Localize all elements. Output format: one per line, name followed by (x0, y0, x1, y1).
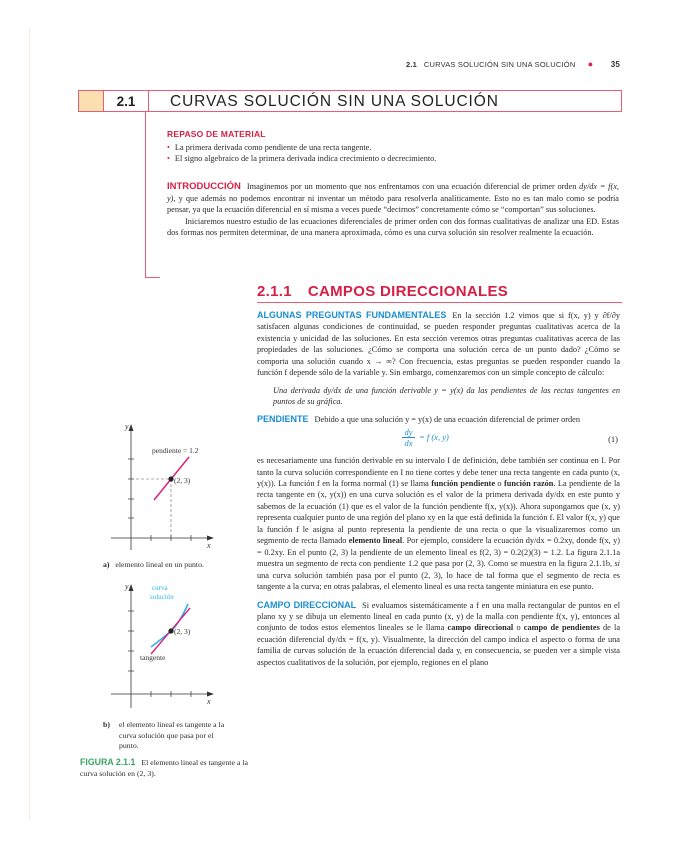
equation-body: $\frac{dy}{dx}$ = f (x, y) (402, 427, 449, 448)
slope-intro: PENDIENTE Debido a que una solución y = y(x) de una ecuación diferencial de primer orden (257, 413, 580, 424)
equation-1 (257, 427, 620, 453)
equation-number: (1) (608, 434, 618, 445)
section-color-tab (79, 91, 104, 111)
figure-caption-lead: FIGURA 2.1.1 (80, 757, 136, 767)
svg-text:solución: solución (150, 593, 174, 601)
figure-caption (80, 757, 250, 779)
running-head (330, 59, 620, 69)
figure-2-1-1a (85, 400, 245, 560)
svg-text:(2, 3): (2, 3) (174, 476, 191, 485)
section-title: CURVAS SOLUCIÓN SIN UNA SOLUCIÓN (170, 93, 499, 110)
review-bracket (145, 111, 160, 278)
subsection-title (257, 283, 622, 303)
intro-lead: INTRODUCCIÓN (167, 181, 241, 192)
direction-field-paragraph: CAMPO DIRECCIONAL Si evaluamos sistemáticamente a f en una malla rectangular de puntos en el plano xy y se dibuja un elemento lineal en cada punto (x, y) de la malla con pendiente f(x, y), entonces al conjunto de todos estos elementos lineales se le llama campo direccional o campo de pendientes de la ecuación diferencial dy/dx = f(x, y). Visualmente, la dirección del campo indica el aspecto o forma de una familia de curvas solución de la ecuación diferencial dada y, en consecuencia, se pueden ver a simple vista aspectos cualitativos de la solución, por ejemplo, regiones en el plano (257, 599, 621, 667)
figure-b-caption: b) el elemento lineal es tangente a la curva solución que pasa por el punto. (103, 720, 225, 750)
line-element-graph (85, 400, 245, 560)
review-item: • El signo algebraico de la primera derivada indica crecimiento o decrecimiento. (167, 153, 436, 164)
subsection-number: 2.1.1 (257, 283, 292, 300)
figure-caption-text: El elemento lineal es tangente a la curva solución en (2, 3). (80, 758, 248, 778)
review-heading: REPASO DE MATERIAL (167, 129, 266, 139)
figure-2-1-1b (85, 578, 245, 718)
fraction: $\frac{dy}{dx}$ (402, 427, 415, 448)
page-number: 35 (610, 60, 620, 69)
section-header (78, 90, 622, 112)
subsection-name: CAMPOS DIRECCIONALES (307, 283, 509, 300)
direction-field-lead: CAMPO DIRECCIONAL (257, 599, 357, 610)
svg-text:tangente: tangente (140, 653, 166, 662)
section-number: 2.1 (104, 91, 149, 111)
svg-text:x: x (207, 697, 211, 706)
svg-text:pendiente = 1.2: pendiente = 1.2 (152, 446, 199, 455)
tangent-curve-graph (85, 578, 245, 718)
review-list (167, 142, 436, 164)
figure-a-caption: a) elemento lineal en un punto. (103, 560, 204, 569)
main-text-column (257, 310, 620, 668)
fundamental-questions-lead: ALGUNAS PREGUNTAS FUNDAMENTALES (257, 310, 447, 320)
running-head-section-number: 2.1 (405, 60, 418, 69)
svg-text:x: x (207, 541, 211, 550)
introduction (167, 181, 619, 239)
running-head-title: CURVAS SOLUCIÓN SIN UNA SOLUCIÓN (423, 60, 576, 69)
slope-lead: PENDIENTE (257, 413, 309, 424)
derivative-definition: Una derivada dy/dx de una función derivable y = y(x) da las pendientes de las rectas tangentes en puntos de su gráfica. (273, 385, 620, 407)
svg-text:(2, 3): (2, 3) (174, 627, 191, 636)
page-gutter-line (29, 28, 30, 820)
svg-text:y: y (125, 582, 129, 591)
intro-paragraph-2: Iniciaremos nuestro estudio de las ecuaciones diferenciales de primer orden con dos formas cualitativas de analizar una ED. Estas dos formas nos permiten determinar, de una manera aproximada, cómo es una curva solución sin resolver realmente la ecuación. (167, 216, 619, 238)
svg-text:curva: curva (152, 584, 168, 592)
intro-paragraph-1: INTRODUCCIÓN Imaginemos por un momento que nos enfrentamos con una ecuación diferencial de primer orden dy/dx = f(x, y), y que además no podemos encontrar ni inventar un método para resolverla analíticamente. Esto no es tan malo como se podría pensar, ya que la ecuación diferencial en sí misma a veces puede “decirnos” concretamente cómo se “comportan” sus soluciones. (167, 181, 619, 215)
fundamental-questions-paragraph: ALGUNAS PREGUNTAS FUNDAMENTALES En la sección 1.2 vimos que si f(x, y) y ∂f/∂y satisfacen algunas condiciones de continuidad, se pueden responder preguntas cualitativas acerca de la existencia y unicidad de las soluciones. En esta sección veremos otras preguntas cualitativas acerca de las propiedades de las soluciones. ¿Cómo se comporta una solución cerca de un punto dado? ¿Cómo se comporta una solución cuando x → ∞? Con frecuencia, estas preguntas se pueden responder cuando la función f depende sólo de la variable y. Sin embargo, comenzaremos con un simple concepto de cálculo: (257, 310, 621, 378)
slope-paragraph: es necesariamente una función derivable en su intervalo I de definición, debe también ser continua en I. Por tanto la curva solución correspondiente en I no tiene cortes y debe tener una recta tangente en cada punto (x, y(x)). La función f en la forma normal (1) se llama función pendiente o función razón. La pendiente de la recta tangente en (x, y(x)) en una curva solución es el valor de la primera derivada dy/dx en este punto y sabemos de la ecuación (1) que es el valor de la función pendiente f(x, y(x)). Ahora supongamos que (x, y) representa cualquier punto de una región del plano xy en la que está definida la función f. El valor f(x, y) que la función f le asigna al punto representa la pendiente de una recta o que la visualizaremos como un segmento de recta llamado elemento lineal. Por ejemplo, considere la ecuación dy/dx = 0.2xy, donde f(x, y) = 0.2xy. En el punto (2, 3) la pendiente de un elemento lineal es f(2, 3) = 0.2(2)(3) = 1.2. La figura 2.1.1a muestra un segmento de recta con pendiente 1.2 que pasa por (2, 3). Como se muestra en la figura 2.1.1b, si una curva solución también pasa por el punto (2, 3), lo hace de tal forma que el segmento de recta es tangente a la curva; en otras palabras, el elemento lineal es una recta tangente miniatura en ese punto. (257, 456, 620, 592)
svg-text:y: y (125, 422, 129, 431)
review-item: • La primera derivada como pendiente de una recta tangente. (167, 142, 436, 153)
bullet-icon: ● (587, 59, 594, 69)
